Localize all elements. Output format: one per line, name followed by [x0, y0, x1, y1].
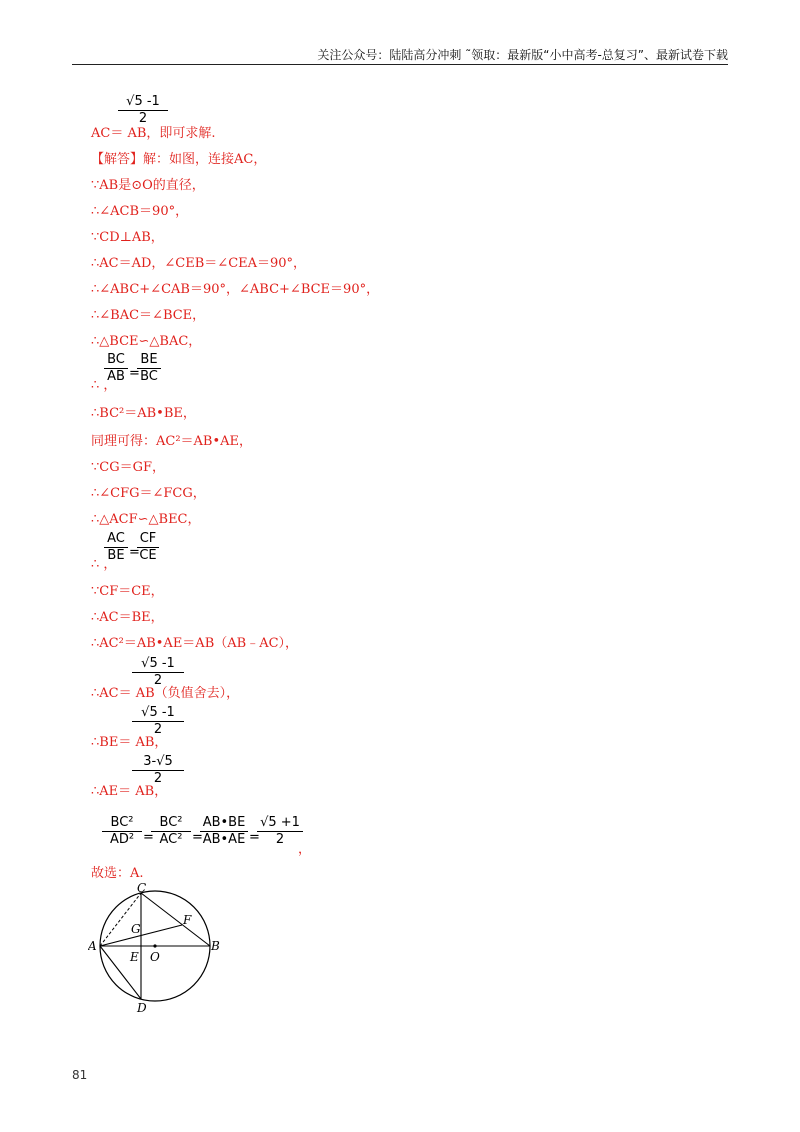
text-line: ∴AC²＝AB•AE＝AB（AB﹣AC），	[91, 636, 299, 651]
fraction-denominator: AD²	[109, 832, 135, 847]
label-o: O	[150, 950, 160, 964]
text-line: ∴AE＝ AB，	[91, 784, 168, 799]
text-line: ∴ ，	[91, 378, 117, 393]
fraction-bc2-ac2	[151, 815, 191, 848]
label-b: B	[211, 939, 220, 953]
text-line: ∵AB是⊙O的直径，	[91, 178, 205, 193]
fraction-numerator: BE	[140, 352, 158, 367]
label-d: D	[137, 1001, 147, 1015]
text-line: ∴∠ACB＝90°，	[91, 204, 189, 219]
header-text: 关注公众号：陆陆高分冲刺 ˜领取：最新版“小中高考-总复习”、最新试卷下载	[317, 48, 728, 62]
fraction-denominator: BE	[107, 548, 125, 563]
fraction-denominator: AB	[107, 369, 125, 384]
label-g: G	[131, 922, 141, 936]
text-line: 同理可得：AC²＝AB•AE，	[91, 434, 253, 449]
hidden-helper	[141, 925, 182, 999]
page-number: 81	[72, 1068, 88, 1082]
fraction-denominator: 2	[153, 771, 163, 786]
fraction-cf-ce	[137, 531, 159, 564]
text-line: ∴AC＝BE，	[91, 610, 164, 625]
fraction-sqrt5-plus1	[257, 815, 303, 848]
equals-sign: =	[129, 545, 140, 560]
fraction-numerator: √5 +1	[260, 815, 300, 830]
center-point-o	[153, 944, 156, 947]
text-line: ∴∠BAC＝∠BCE，	[91, 308, 206, 323]
equals-sign: =	[249, 830, 260, 845]
text-line: ，	[298, 842, 312, 857]
fraction-numerator: BC	[107, 352, 125, 367]
text-line: ∵CG＝GF，	[91, 460, 166, 475]
fraction-denominator: 2	[275, 832, 285, 847]
text-line: ∴∠ABC+∠CAB＝90°，∠ABC+∠BCE＝90°，	[91, 282, 380, 297]
fraction-denominator: CE	[139, 548, 157, 563]
text-line: ∴AC＝ AB（负值舍去），	[91, 686, 240, 701]
equals-sign: =	[129, 366, 140, 381]
label-f: F	[183, 913, 192, 927]
text-line: ∴BC²＝AB•BE，	[91, 406, 196, 421]
text-line: 故选：A.	[91, 866, 144, 881]
circle-geometry-diagram	[88, 882, 228, 1017]
text-line: ∴∠CFG＝∠FCG，	[91, 486, 206, 501]
text-line: ∴ ，	[91, 557, 117, 572]
fraction-numerator: AC	[107, 531, 125, 546]
fraction-bc2-ad2	[102, 815, 142, 848]
fraction-denominator: 2	[153, 722, 163, 737]
label-e: E	[130, 950, 139, 964]
text-line: AC＝ AB，即可求解.	[91, 126, 216, 141]
fraction-numerator: √5 -1	[126, 94, 160, 109]
page-header	[72, 40, 728, 65]
label-a: A	[88, 939, 97, 953]
text-line: ∴△BCE∽△BAC，	[91, 334, 202, 349]
equals-sign: =	[143, 830, 154, 845]
label-c: C	[137, 882, 147, 895]
fraction-denominator: AC²	[159, 832, 183, 847]
text-line: ∴BE＝ AB，	[91, 735, 168, 750]
fraction-denominator: BC	[140, 369, 158, 384]
equals-sign: =	[192, 830, 203, 845]
fraction-denominator: AB•AE	[202, 832, 246, 847]
text-line: ∴AC＝AD，∠CEB＝∠CEA＝90°，	[91, 256, 307, 271]
text-line: ∴△ACF∽△BEC，	[91, 512, 201, 527]
text-line: 【解答】解：如图，连接AC，	[91, 152, 267, 167]
fraction-abbe-abae	[200, 815, 248, 848]
fraction-numerator: AB•BE	[202, 815, 246, 830]
fraction-numerator: 3-√5	[143, 754, 173, 769]
fraction-numerator: BC²	[110, 815, 134, 830]
fraction-numerator: CF	[139, 531, 157, 546]
fraction-numerator: √5 -1	[141, 656, 175, 671]
fraction-numerator: BC²	[159, 815, 183, 830]
text-line: ∵CD⊥AB，	[91, 230, 164, 245]
fraction-numerator: √5 -1	[141, 705, 175, 720]
fraction-be-bc	[137, 352, 161, 385]
text-line: ∵CF＝CE，	[91, 584, 164, 599]
fraction-denominator: 2	[138, 111, 148, 126]
segment-cb	[141, 893, 210, 946]
fraction-denominator: 2	[153, 673, 163, 688]
